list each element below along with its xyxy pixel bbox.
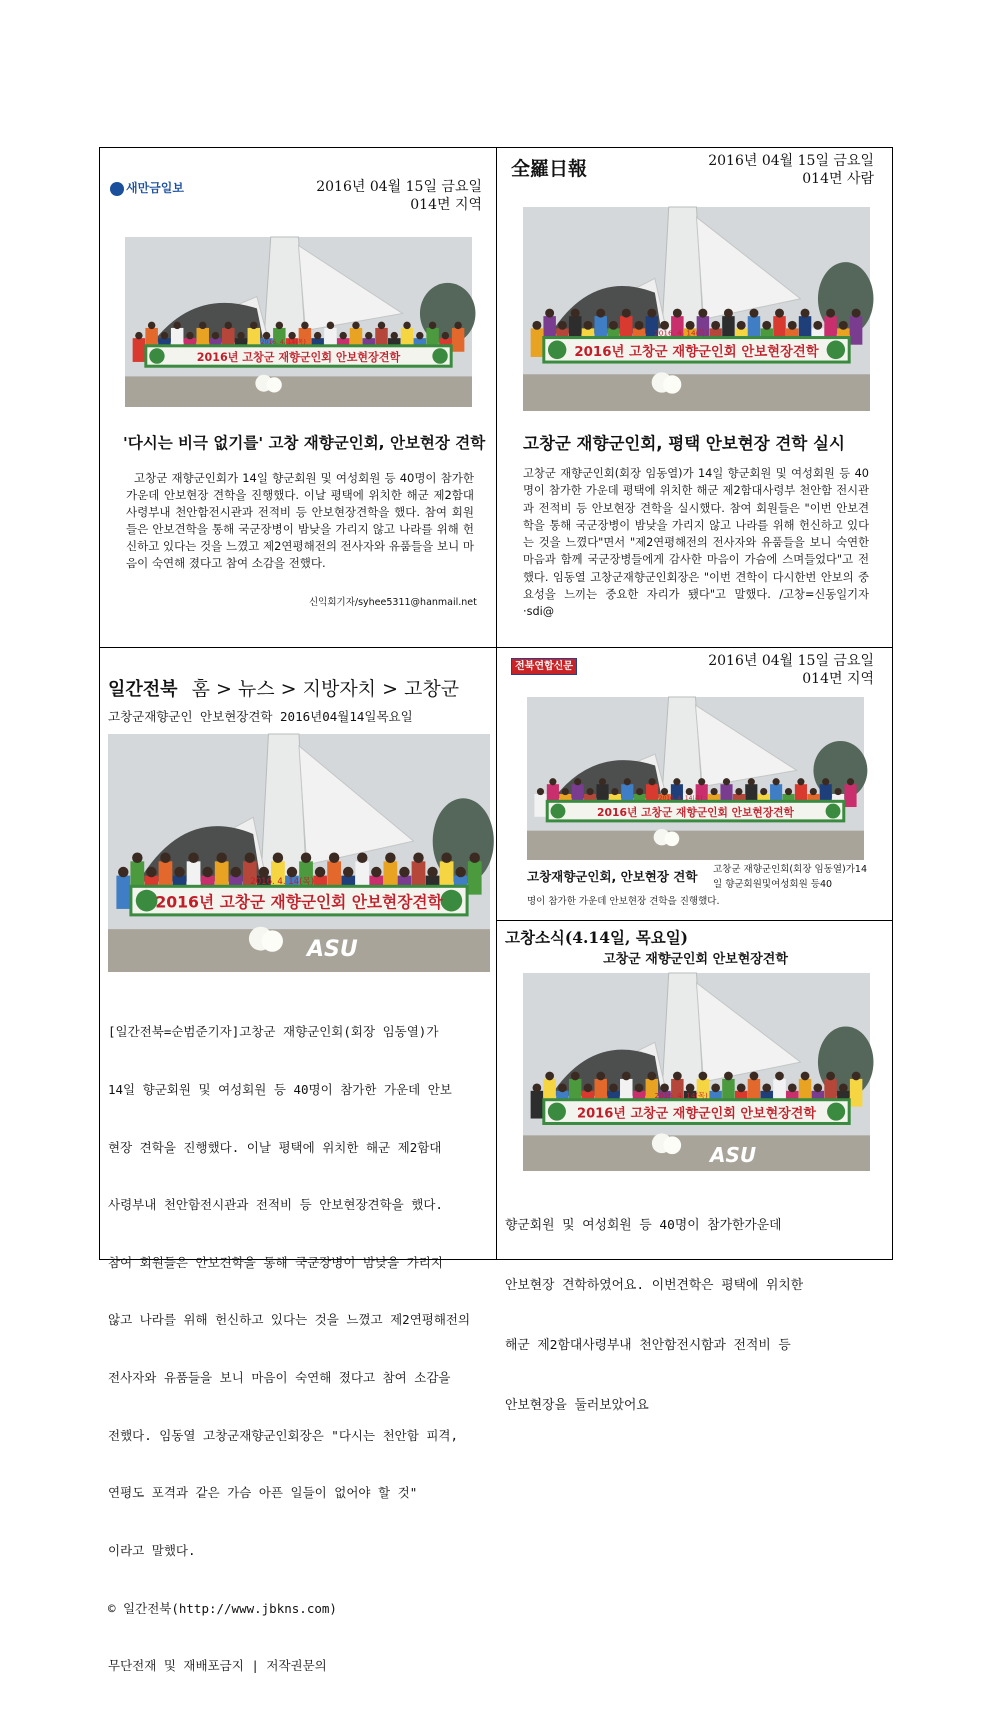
article-jeolla-ilbo <box>496 147 893 648</box>
svg-text:2016년 고창군 재향군인회 안보현장견학: 2016년 고창군 재향군인회 안보현장견학 <box>597 805 794 819</box>
copyright-link[interactable]: © 일간전북(http://www.jbkns.com) <box>108 1600 337 1616</box>
jeolla-ilbo-logo: 全羅日報 <box>511 158 588 180</box>
article-side-text: 고창군 재향군인회(회장 임동열)가14일 향군회원및여성회원 등40 <box>713 864 868 890</box>
article-subtitle: 고창군 재향군인회 안보현장견학 <box>603 952 788 967</box>
article-date: 2016년 04월 15일 금요일 014면 사람 <box>708 153 874 187</box>
svg-text:2016. 4. 14(목): 2016. 4. 14(목) <box>658 795 703 802</box>
article-byline: 신익회기자/syhee5311@hanmail.net <box>309 597 477 608</box>
article-body: 향군회원 및 여성회원 등 40명이 참가한가운데 안보현장 견학하였어요. 이번견학은 평택에 위치한 해군 제2함대사령부내 천안함전시함과 전적비 등 안보현장을 둘러보았어요 <box>505 1218 804 1413</box>
article-headline: 고창군 재향군인회, 평택 안보현장 견학 실시 <box>523 434 845 453</box>
article-subtitle: 고창군재향군인 안보현장견학 2016년04월14일목요일 <box>108 709 413 724</box>
svg-text:2016. 4. 14(목): 2016. 4. 14(목) <box>654 328 709 338</box>
group-photo <box>523 973 870 1171</box>
photo-watermark: ASU <box>710 1143 757 1167</box>
saemangeum-logo: 새만금일보 <box>110 179 184 196</box>
group-photo <box>523 207 870 411</box>
svg-text:2016년 고창군 재향군인회 안보현장견학: 2016년 고창군 재향군인회 안보현장견학 <box>155 892 443 912</box>
group-photo <box>527 697 864 860</box>
article-date: 2016년 04월 15일 금요일 014면 지역 <box>708 653 874 687</box>
ilgan-jeonbuk-logo: 일간전북 <box>108 679 178 700</box>
svg-text:2016년 고창군 재향군인회 안보현장견학: 2016년 고창군 재향군인회 안보현장견학 <box>196 351 401 365</box>
article-jeonbuk-yeonhap <box>496 647 893 921</box>
article-date: 2016년 04월 15일 금요일 014면 지역 <box>316 179 482 213</box>
breadcrumb: 일간전북 홈 > 뉴스 > 지방자치 > 고창군 <box>108 678 460 700</box>
group-photo <box>108 734 490 972</box>
photo-watermark: ASU <box>307 937 358 962</box>
svg-text:2016. 4. 14(목): 2016. 4. 14(목) <box>654 1090 708 1100</box>
article-ilgan-jeonbuk <box>99 647 497 1674</box>
svg-text:2016년 고창군 재향군인회 안보현장견학: 2016년 고창군 재향군인회 안보현장견학 <box>574 344 819 360</box>
article-title: 고창소식(4.14일, 목요일) <box>505 928 688 947</box>
article-body: [일간전북=순범준기자]고창군 재향군인회(회장 임동열)가 14일 향군회원 및 여성회원 등 40명이 참가한 가운데 안보 현장 견학을 진행했다. 이날 평택에 위치한 해군 제2함대 사령부내 천안함전시관과 전적비 등 안보현장견학을 했다. 참여 회원들은 안보견학을 통해 국군장병이 밤낮을 가리지 않고 나라를 위해 헌신하고 있다는 것을 느꼈고 제2연평해전의 전사자와 유품들을 보니 마음이 숙연해 졌다고 참여 소감을 전했다. 임동열 고창군재향군인회장은 "다시는 천안함 피격, 연평도 포격과 같은 가슴 아픈 일들이 없어야 할 것" 이라고 말했다. © 일간전북(http://www.jbkns.com) 무단전재 및 재배포금지 | 저작권문의 <box>108 1024 471 1674</box>
article-gochang-news <box>496 920 893 1413</box>
article-body: 고창군 재향군인회(회장 임동열)가 14일 향군회원 및 여성회원 등 40명이 참가한 가운데 평택에 위치한 해군 제2함대사령부 천안함 전시관과 전적비 등 안보현장 견학을 실시했다. 참여 회원들은 "이번 안보견학을 통해 국군장병이 밤낮을 가리지 않고 나라를 위해 헌신하고 있다는 것을 느꼈다"면서 "제2연평해전의 전사자와 유품들을 보니 숙연한 마음과 함께 국군장병들에게 감사한 마음이 가슴에 스며들었다"고 전했다. 임동열 고창군재향군인회장은 "이번 견학이 다시한번 안보의 중요성을 느끼는 중요한 자리가 됐다"고 말했다. /고창=신동일기자·sdi@ <box>523 467 869 619</box>
article-saemangeum <box>99 147 497 648</box>
svg-text:2016. 4. 14(목): 2016. 4. 14(목) <box>260 339 306 347</box>
article-headline: '다시는 비극 없기를' 고창 재향군인회, 안보현장 견학 <box>123 434 486 452</box>
article-bottom-text: 명이 참가한 가운데 안보현장 견학을 진행했다. <box>527 896 720 907</box>
group-photo <box>125 237 472 407</box>
article-headline: 고창재향군인회, 안보현장 견학 <box>527 869 698 884</box>
saemangeum-logo-icon <box>110 182 124 196</box>
article-body: 고창군 재향군인회가 14일 향군회원 및 여성회원 등 40명이 참가한 가운데 안보현장 견학을 진행했다. 이날 평택에 위치한 해군 제2함대사령부내 천안함전시관과 전적비 등 안보현장견학을 했다. 참여 회원들은 안보견학을 통해 국군장병이 밤낮을 가리지 않고 나라를 위해 헌신하고 있다는 것을 느꼈고 제2연평해전의 전사자와 유품들을 보니 마음이 숙연해 졌다고 참여 소감을 전했다. <box>126 471 474 570</box>
jeonbuk-yeonhap-logo: 전북연합신문 <box>511 654 577 673</box>
svg-text:2016년 고창군 재향군인회 안보현장견학: 2016년 고창군 재향군인회 안보현장견학 <box>577 1106 816 1122</box>
svg-text:2016. 4. 14(목): 2016. 4. 14(목) <box>250 877 315 888</box>
